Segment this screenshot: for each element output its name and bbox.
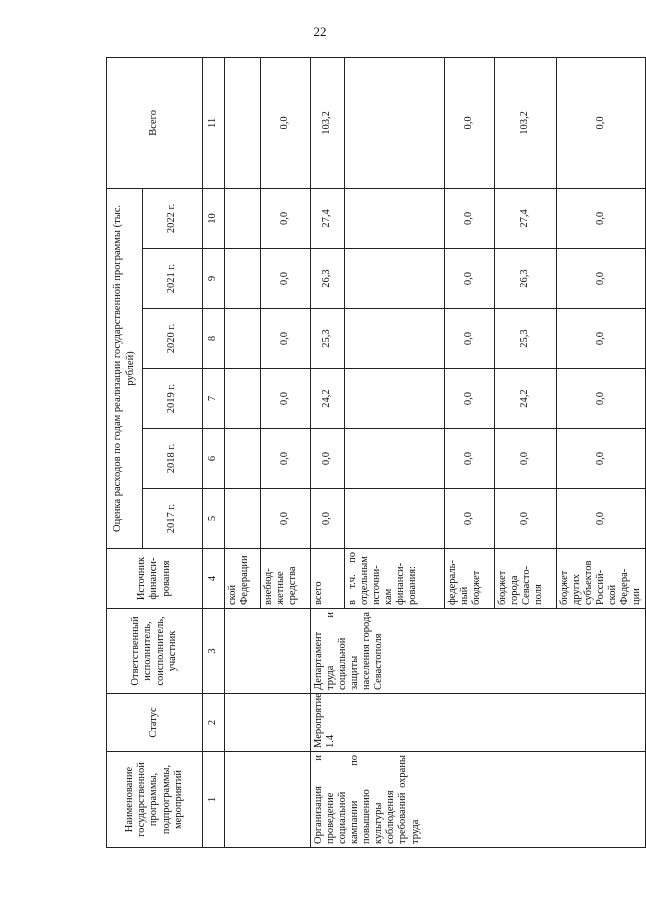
value-cell: 0,0: [557, 57, 646, 188]
value-cell: 0,0: [261, 489, 311, 549]
header-total: Всего: [107, 57, 203, 188]
col-number: 1: [203, 752, 225, 848]
value-cell: 0,0: [557, 369, 646, 429]
measure-status-cell: Меропрятие 1.4: [311, 694, 646, 752]
source-cell: федераль-ный бюджет: [445, 549, 495, 609]
value-cell: 26,3: [495, 249, 557, 309]
value-cell: 103,2: [495, 57, 557, 188]
column-number-row: [203, 57, 225, 847]
rotated-table-area: [106, 58, 643, 848]
source-cell: всего: [311, 549, 345, 609]
table-row: [225, 57, 261, 847]
value-cell: [345, 57, 445, 188]
measure-executor-cell: Департамент труда и социальной защиты населения города Севастополя: [311, 609, 646, 694]
value-cell: 0,0: [495, 429, 557, 489]
value-cell: 0,0: [261, 309, 311, 369]
source-cell: в т.ч. по отдельным источни-кам финанси-рования:: [345, 549, 445, 609]
value-cell: 0,0: [445, 369, 495, 429]
value-cell: [225, 188, 261, 248]
value-cell: [345, 489, 445, 549]
header-year-2017: 2017 г.: [143, 489, 203, 549]
value-cell: 0,0: [557, 489, 646, 549]
value-cell: 0,0: [261, 429, 311, 489]
header-year-2018: 2018 г.: [143, 429, 203, 489]
value-cell: 27,4: [495, 188, 557, 248]
value-cell: 0,0: [557, 188, 646, 248]
col-number: 10: [203, 188, 225, 248]
col-number: 3: [203, 609, 225, 694]
col-number: 5: [203, 489, 225, 549]
value-cell: 0,0: [261, 369, 311, 429]
value-cell: 0,0: [445, 429, 495, 489]
value-cell: [225, 429, 261, 489]
value-cell: 0,0: [557, 309, 646, 369]
table-rotator: [106, 58, 643, 848]
value-cell: 0,0: [445, 57, 495, 188]
source-cell: бюджет города Севасто-поля: [495, 549, 557, 609]
col-number: 9: [203, 249, 225, 309]
page-number: 22: [313, 24, 327, 39]
header-estimate: Оценка расходов по годам реализации государственной программы (тыс. рублей): [107, 188, 143, 548]
value-cell: 103,2: [311, 57, 345, 188]
source-cell: бюджет других субъектов Россий-ской Федера-ции: [557, 549, 646, 609]
value-cell: 0,0: [445, 309, 495, 369]
header-year-2020: 2020 г.: [143, 309, 203, 369]
value-cell: 24,2: [495, 369, 557, 429]
value-cell: [345, 309, 445, 369]
value-cell: 0,0: [311, 489, 345, 549]
status-cell-continued: [225, 694, 311, 752]
measure-name-cell: Организация и проведение социальной кампании по повышению культуры соблюдения требований охраны труда: [311, 752, 646, 848]
name-cell-continued: [225, 752, 311, 848]
executor-cell-continued: [225, 609, 311, 694]
value-cell: 0,0: [557, 249, 646, 309]
value-cell: [225, 369, 261, 429]
header-status: Статус: [107, 694, 203, 752]
source-cell: ской Федерации: [225, 549, 261, 609]
header-name: Наименование государственной программы, подпрограммы, мероприятий: [107, 752, 203, 848]
value-cell: 26,3: [311, 249, 345, 309]
value-cell: [345, 429, 445, 489]
value-cell: 0,0: [261, 188, 311, 248]
header-year-2019: 2019 г.: [143, 369, 203, 429]
col-number: 4: [203, 549, 225, 609]
header-source: Источник финанси-рования: [107, 549, 203, 609]
header-executor: Ответственный исполнитель, соисполнитель, участник: [107, 609, 203, 694]
value-cell: 0,0: [557, 429, 646, 489]
value-cell: 24,2: [311, 369, 345, 429]
value-cell: [225, 57, 261, 188]
header-year-2021: 2021 г.: [143, 249, 203, 309]
value-cell: 25,3: [311, 309, 345, 369]
col-number: 6: [203, 429, 225, 489]
col-number: 7: [203, 369, 225, 429]
value-cell: 0,0: [311, 429, 345, 489]
source-cell: внебюд-жетные средства: [261, 549, 311, 609]
value-cell: 25,3: [495, 309, 557, 369]
value-cell: 0,0: [445, 489, 495, 549]
value-cell: 0,0: [261, 249, 311, 309]
expenditure-table: [106, 57, 646, 848]
value-cell: [225, 309, 261, 369]
value-cell: [225, 489, 261, 549]
value-cell: 0,0: [261, 57, 311, 188]
value-cell: [225, 249, 261, 309]
col-number: 11: [203, 57, 225, 188]
value-cell: [345, 369, 445, 429]
value-cell: [345, 249, 445, 309]
value-cell: [345, 188, 445, 248]
header-year-2022: 2022 г.: [143, 188, 203, 248]
table-row: [311, 57, 345, 847]
value-cell: 0,0: [445, 188, 495, 248]
value-cell: 0,0: [445, 249, 495, 309]
col-number: 2: [203, 694, 225, 752]
value-cell: 27,4: [311, 188, 345, 248]
value-cell: 0,0: [495, 489, 557, 549]
col-number: 8: [203, 309, 225, 369]
